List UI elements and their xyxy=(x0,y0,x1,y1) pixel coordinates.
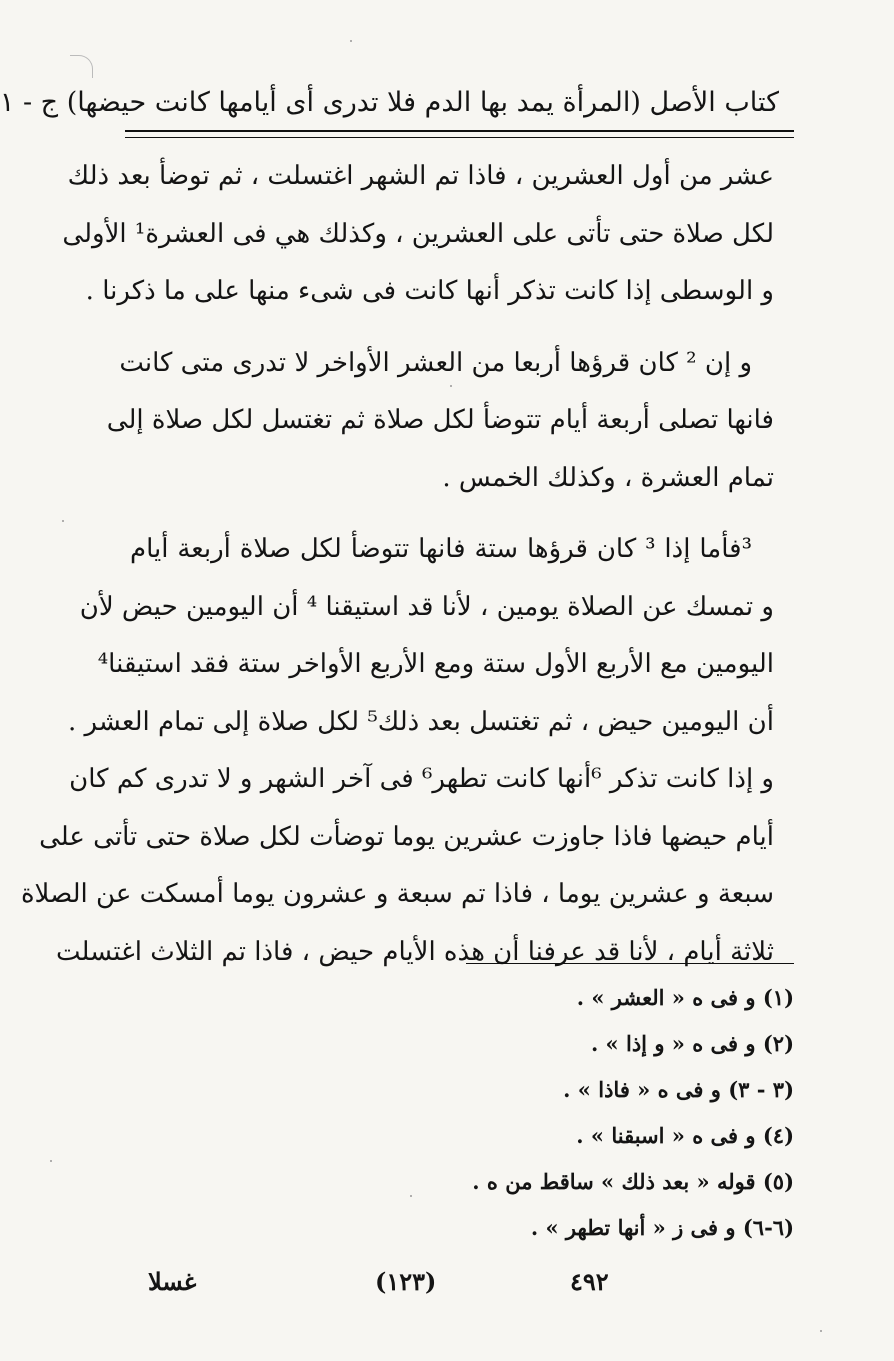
footnote: (٤) و فى ه « اسبقنا » . xyxy=(576,1123,794,1148)
header-rule-top xyxy=(125,130,794,132)
paper-speck xyxy=(820,1330,822,1332)
text-line: و إن ² كان قرؤها أربعا من العشر الأواخر لا تدرى متى كانت xyxy=(119,347,752,378)
text-line: ³فأما إذا ³ كان قرؤها ستة فانها تتوضأ لكل صلاة أربعة أيام xyxy=(130,534,752,564)
text-line: ثلاثة أيام ، لأنا قد عرفنا أن هذه الأيام حيض ، فاذا تم الثلاث اغتسلت xyxy=(55,936,774,967)
main-text xyxy=(20,148,774,981)
catchword: غسلا xyxy=(148,1267,197,1296)
paper-speck xyxy=(50,1160,52,1162)
text-line: و تمسك عن الصلاة يومين ، لأنا قد استيقنا ⁴ أن اليومين حيض لأن xyxy=(79,591,774,622)
footnote: (٥) قوله « بعد ذلك » ساقط من ه . xyxy=(472,1169,794,1194)
page-number: ٤٩٢ xyxy=(570,1267,609,1296)
footnote-rule xyxy=(466,963,794,964)
paper-speck xyxy=(410,1195,412,1197)
text-line: سبعة و عشرين يوما ، فاذا تم سبعة و عشرون يوما أمسكت عن الصلاة xyxy=(20,879,774,909)
text-line: و الوسطى إذا كانت تذكر أنها كانت فى شىء منها على ما ذكرنا . xyxy=(85,276,774,306)
footnote: (١) و فى ه « العشر » . xyxy=(576,985,794,1010)
text-line: فانها تصلى أربعة أيام تتوضأ لكل صلاة ثم تغتسل لكل صلاة إلى xyxy=(106,405,774,435)
footnote: (٢) و فى ه « و إذا » . xyxy=(590,1031,794,1056)
text-line: اليومين مع الأربع الأول ستة ومع الأربع الأواخر ستة فقد استيقنا⁴ xyxy=(97,649,774,679)
running-header: كتاب الأصل (المرأة يمد بها الدم فلا تدرى أى أيامها كانت حيضها) ج - ١ xyxy=(0,87,779,118)
text-line: لكل صلاة حتى تأتى على العشرين ، وكذلك هي فى العشرة¹ الأولى xyxy=(62,218,774,249)
sub-page-number: (١٢٣) xyxy=(375,1267,437,1296)
text-line: عشر من أول العشرين ، فاذا تم الشهر اغتسلت ، ثم توضأ بعد ذلك xyxy=(67,161,774,191)
text-line: و إذا كانت تذكر ⁶أنها كانت تطهر⁶ فى آخر الشهر و لا تدرى كم كان xyxy=(69,764,774,794)
paper-speck xyxy=(350,40,352,42)
text-line: أيام حيضها فاذا جاوزت عشرين يوما توضأت لكل صلاة حتى تأتى على xyxy=(39,821,774,852)
text-line: تمام العشرة ، وكذلك الخمس . xyxy=(442,462,774,493)
footnote: (٦-٦) و فى ز « أنها تطهر » . xyxy=(530,1215,794,1240)
paper-speck xyxy=(62,520,64,522)
footnote: (٣ - ٣) و فى ه « فاذا » . xyxy=(563,1077,794,1102)
paper-speck xyxy=(450,385,452,387)
text-line: أن اليومين حيض ، ثم تغتسل بعد ذلك⁵ لكل صلاة إلى تمام العشر . xyxy=(67,706,774,737)
page-footer xyxy=(130,1262,794,1302)
footnotes xyxy=(330,975,794,1251)
page-corner-mark xyxy=(70,55,93,78)
header-rule-bottom xyxy=(125,137,794,138)
